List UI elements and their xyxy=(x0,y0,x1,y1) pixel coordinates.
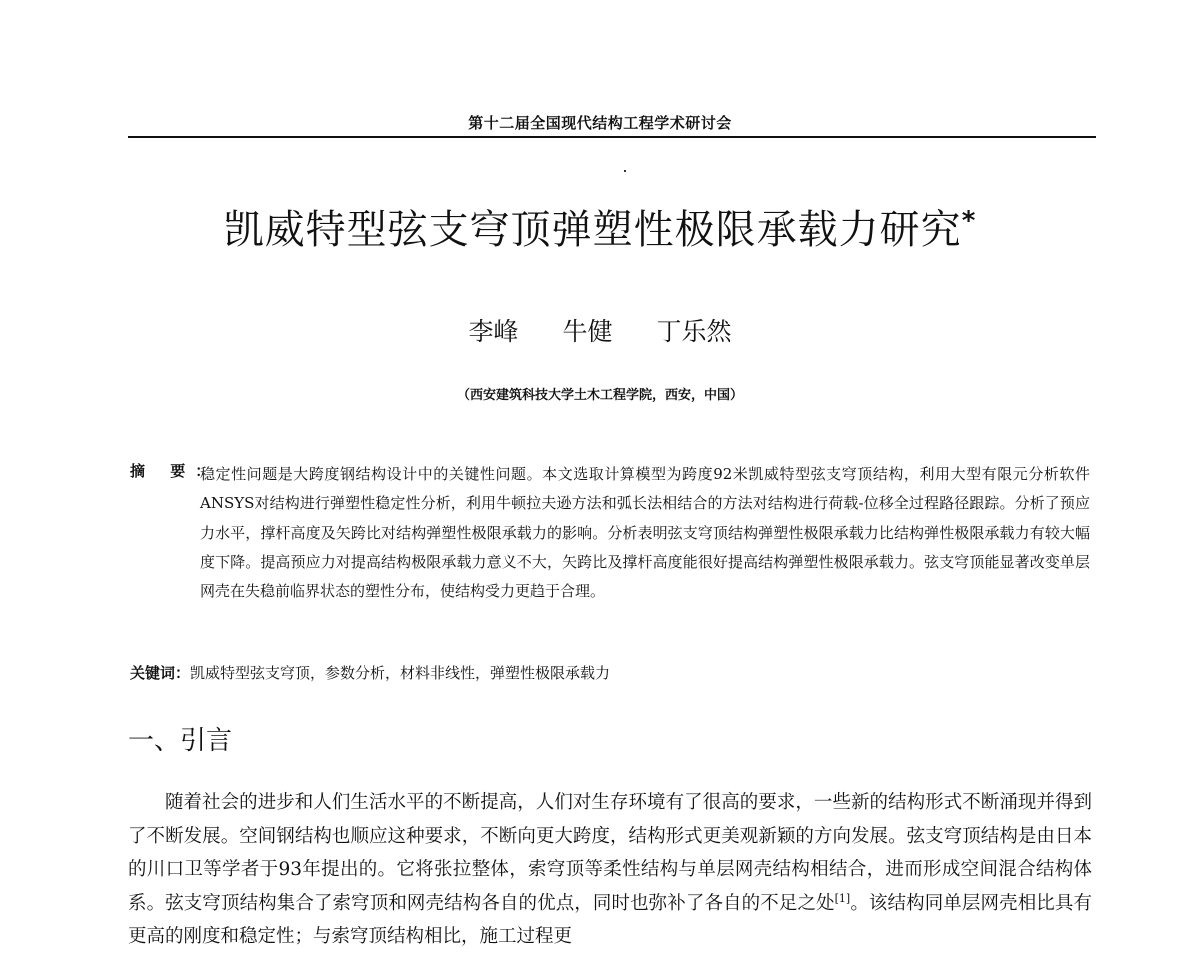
citation-ref[interactable]: [1] xyxy=(834,891,851,905)
affiliation: （西安建筑科技大学土木工程学院，西安，中国） xyxy=(456,388,743,403)
abstract-text: 稳定性问题是大跨度钢结构设计中的关键性问题。本文选取计算模型为跨度92米凯威特型弦支穹顶结构，利用大型有限元分析软件ANSYS对结构进行弹塑性稳定性分析，利用牛顿拉夫逊方法和弧长法相结合的方法对结构进行荷载-位移全过程路径跟踪。分析了预应力水平，撑杆高度及矢跨比对结构弹塑性极限承载力的影响。分析表明弦支穹顶结构弹塑性极限承载力比结构弹性极限承载力有较大幅度下降。提高预应力对提高结构极限承载力意义不大，矢跨比及撑杆高度能很好提高结构弹塑性极限承载力。弦支穹顶能显著改变单层网壳在失稳前临界状态的塑性分布，使结构受力更趋于合理。 xyxy=(200,465,1090,601)
intro-text: 随着社会的进步和人们生活水平的不断提高，人们对生存环境有了很高的要求，一些新的结构形式不断涌现并得到了不断发展。空间钢结构也顺应这种要求，不断向更大跨度，结构形式更美观新颖的方向发展。弦支穹顶结构是由日本的川口卫等学者于93年提出的。它将张拉整体，索穹顶等柔性结构与单层网壳结构相结合，进而形成空间混合结构体系。弦支穹顶结构集合了索穹顶和网壳结构各自的优点，同时也弥补了各自的不足之处 xyxy=(128,792,1092,914)
abstract xyxy=(130,460,1090,606)
running-header: 第十二届全国现代结构工程学术研讨会 xyxy=(468,114,732,132)
intro-paragraph xyxy=(128,786,1092,954)
paper-title xyxy=(0,198,1200,255)
paper-title-text: 凯威特型弦支穹顶弹塑性极限承载力研究 xyxy=(223,207,962,253)
author-list xyxy=(0,312,1200,348)
keywords xyxy=(130,662,1090,683)
author-name: 牛健 xyxy=(562,317,613,346)
scan-speck xyxy=(624,170,626,172)
author-name: 丁乐然 xyxy=(656,317,732,346)
abstract-label: 摘 要： xyxy=(130,462,221,480)
keywords-label: 关键词： xyxy=(130,664,191,682)
header-rule xyxy=(128,136,1096,138)
keywords-text: 凯威特型弦支穹顶，参数分析，材料非线性，弹塑性极限承载力 xyxy=(190,664,611,682)
title-footnote-mark: * xyxy=(961,206,977,236)
author-name: 李峰 xyxy=(468,317,519,346)
section-heading: 一、引言 xyxy=(128,726,233,756)
intro-text-continued: 。该结构同单层网壳相比具有更高的刚度和稳定性；与索穹顶结构相比，施工过程更 xyxy=(128,892,1092,947)
